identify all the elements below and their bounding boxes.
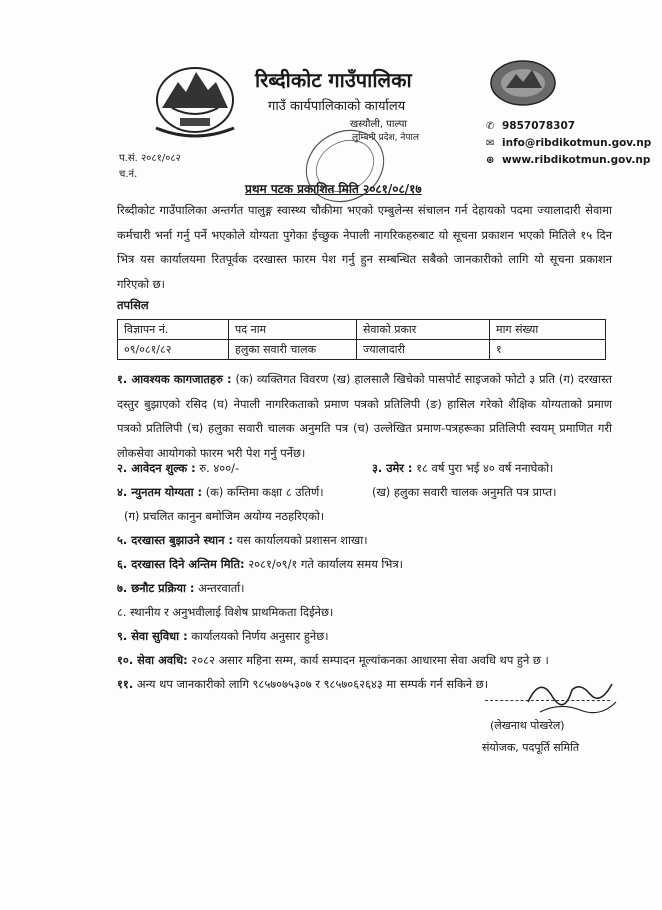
section-label: ७. छनौट प्रक्रिया : — [117, 581, 195, 595]
table-header-cell: माग संख्या — [490, 320, 606, 340]
nepal-emblem-logo — [150, 58, 240, 138]
section-label: ६. दरखास्त दिने अन्तिम मिति: — [117, 557, 245, 571]
section-text: (क) कम्तिमा कक्षा ८ उतिर्ण। — [205, 485, 324, 499]
vacancy-table — [117, 319, 606, 360]
table-header-cell: पद नाम — [229, 320, 357, 340]
section-text: १८ वर्ष पुरा भई ४० वर्ष ननाघेको। — [416, 461, 554, 475]
phone-row — [486, 118, 651, 135]
section-label: ११. — [117, 677, 134, 691]
signature-line — [485, 700, 610, 701]
section-contact-info — [117, 677, 488, 692]
section-text: अन्य थप जानकारीको लागि ९८५७०७५३०७ र ९८५७०६२६४३ मा सम्पर्क गर्न सकिने छ। — [136, 677, 489, 691]
table-row — [118, 340, 606, 360]
details-label: तपसिल — [117, 298, 149, 312]
section-fee — [117, 461, 239, 476]
table-header-cell: विज्ञापन नं. — [118, 320, 229, 340]
website-link[interactable]: www.ribdikotmun.gov.np — [502, 154, 651, 166]
section-text: (क) व्यक्तिगत विवरण (ख) हालसालै खिचेको पासपोर्ट साइजको फोटो ३ प्रति (ग) दरखास्त दस्तुर बुझाएको रसिद (घ) नेपाली नागरिकताको प्रमाण पत्रको प्रतिलिपी (ङ) हासिल गरेको शैक्षिक योग्यताको प्रमाण पत्रको प्रतिलिपी (च) हलुका सवारी चालक अनुमति पत्र (च) उल्लेखित प्रमाण-पत्रहरूका प्रतिलिपी स्वयम् प्रमाणित गरी लोकसेवा आयोगको फारम भरी पेश गर्नु पर्नेछ। — [117, 372, 612, 460]
section-deadline — [117, 557, 403, 572]
email-row — [486, 135, 651, 152]
section-label: ४. न्युनतम योग्यता : — [117, 485, 203, 499]
section-label: ५. दरखास्त बुझाउने स्थान : — [117, 533, 233, 547]
section-text: २०८१/०९/१ गते कार्यालय समय भित्र। — [248, 557, 403, 571]
section-submission-place — [117, 533, 368, 548]
section-qualification — [117, 485, 324, 500]
signatory-name: (लेखनाथ पोखरेल) — [490, 719, 565, 732]
section-service-period — [117, 653, 549, 668]
section-label: १०. सेवा अवधि: — [117, 653, 188, 667]
table-cell: ०९/०८१/८२ — [118, 340, 229, 360]
email-link[interactable]: info@ribdikotmun.gov.np — [502, 137, 652, 149]
table-cell: १ — [490, 340, 606, 360]
section-text: यस कार्यालयको प्रशासन शाखा। — [236, 533, 368, 547]
address-line-1: खस्यौली, पाल्पा — [350, 119, 408, 130]
website-row — [486, 152, 651, 169]
table-header-row — [118, 320, 606, 340]
phone-icon: ✆ — [486, 121, 495, 132]
section-label: ९. सेवा सुविधा : — [117, 629, 188, 643]
section-age — [372, 461, 553, 476]
qualification-c: (ग) प्रचलित कानुन बमोजिम अयोग्य नठहरिएको। — [124, 509, 325, 523]
qualification-b: (ख) हलुका सवारी चालक अनुमति पत्र प्राप्त। — [372, 485, 557, 499]
handwritten-signature — [520, 672, 620, 718]
table-cell: ज्यालादारी — [357, 340, 490, 360]
table-cell: हलुका सवारी चालक — [229, 340, 357, 360]
section-text: कार्यालयको निर्णय अनुसार हुनेछ। — [191, 629, 329, 643]
dispatch-number: च.नं. — [119, 169, 138, 180]
reference-number: प.सं. २०८१/०८२ — [119, 153, 181, 164]
intro-paragraph: रिब्दीकोट गाउँपालिका अन्तर्गत पालुङ्ग स्वास्थ्य चौकीमा भएको एम्बुलेन्स संचालन गर्न देहायको पदमा ज्यालादारी सेवामा कर्मचारी भर्ना गर्नु पर्ने भएकोले योग्यता पुगेका ईच्छुक नेपाली नागरिकहरुबाट यो सूचना प्रकाशन भएको मितिले १५ दिन भित्र यस कार्यालयमा रितपूर्वक दरखास्त फारम पेश गर्नु हुन सम्बन्धित सबैको जानकारीको लागि यो सूचना प्रकाशन गरिएको छ। — [117, 203, 612, 291]
section-text: रु. ४००/- — [199, 461, 240, 475]
section-label: १. आवश्यक कागजातहरु : — [117, 372, 232, 386]
municipality-logo — [488, 58, 558, 108]
office-subtitle: गाउँ कार्यपालिकाको कार्यालय — [268, 99, 406, 114]
notice-heading: प्रथम पटक प्रकाशित मिति २०८१/०८/१७ — [245, 182, 422, 196]
section-facility — [117, 629, 329, 644]
office-title: रिब्दीकोट गाउँपालिका — [255, 68, 412, 92]
section-selection — [117, 581, 244, 596]
table-header-cell: सेवाको प्रकार — [357, 320, 490, 340]
section-text: २०८२ असार महिना सम्म, कार्य सम्पादन मूल्यांकनका आधारमा सेवा अवधि थप हुने छ । — [191, 653, 549, 667]
section-text: अन्तरवार्ता। — [198, 581, 245, 595]
email-icon: ✉ — [486, 138, 495, 149]
signatory-role: संयोजक, पदपूर्ति समिति — [482, 741, 580, 754]
address-line-2: लुम्बिनी प्रदेश, नेपाल — [352, 133, 419, 143]
contact-block — [486, 118, 651, 169]
phone-number: 9857078307 — [502, 120, 576, 132]
section-label: ३. उमेर : — [372, 461, 413, 475]
section-documents — [117, 367, 612, 465]
section-priority: ८. स्थानीय र अनुभवीलाई विशेष प्राथमिकता दिईनेछ। — [117, 605, 334, 619]
section-label: २. आवेदन शुल्क : — [117, 461, 196, 475]
globe-icon: ⊕ — [486, 155, 495, 166]
